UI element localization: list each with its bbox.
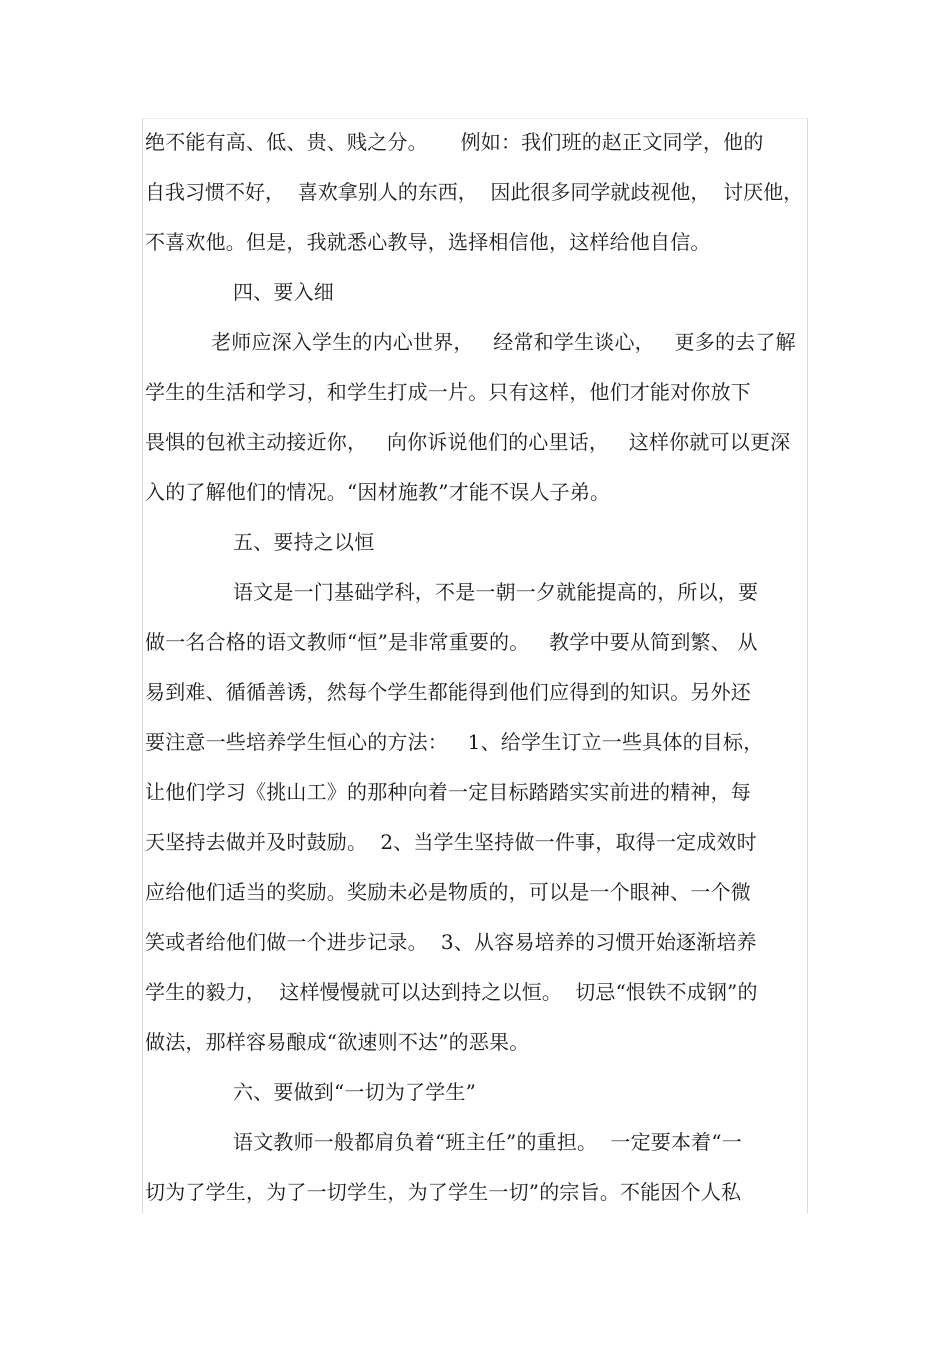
text-line: 不喜欢他。但是，我就悉心教导，选择相信他，这样给他自信。 [145, 230, 711, 254]
text-line: 天坚持去做并及时鼓励。 2、当学生坚持做一件事，取得一定成效时 [145, 830, 757, 854]
text-line: 易到难、循循善诱，然每个学生都能得到他们应得到的知识。另外还 [145, 680, 751, 704]
section-heading: 六、要做到“一切为了学生” [233, 1080, 477, 1104]
text-line: 让他们学习《挑山工》的那种向着一定目标踏踏实实前进的精神，每 [145, 780, 751, 804]
text-line: 做法，那样容易酿成“欲速则不达”的恶果。 [145, 1030, 530, 1054]
text-line: 要注意一些培养学生恒心的方法： 1、给学生订立一些具体的目标， [145, 730, 764, 754]
text-line: 应给他们适当的奖励。奖励未必是物质的，可以是一个眼神、一个微 [145, 880, 751, 904]
text-line: 畏惧的包袱主动接近你， 向你诉说他们的心里话， 这样你就可以更深 [145, 430, 791, 454]
text-line: 做一名合格的语文教师“恒”是非常重要的。 教学中要从简到繁、 从 [145, 630, 758, 654]
text-line: 切为了学生，为了一切学生，为了学生一切”的宗旨。不能因个人私 [145, 1180, 742, 1204]
text-line: 学生的生活和学习，和学生打成一片。只有这样，他们才能对你放下 [145, 380, 751, 404]
section-heading: 四、要入细 [233, 280, 334, 304]
text-line: 笑或者给他们做一个进步记录。 3、从容易培养的习惯开始逐渐培养 [145, 930, 757, 954]
section-heading: 五、要持之以恒 [233, 530, 375, 554]
text-line: 老师应深入学生的内心世界， 经常和学生谈心， 更多的去了解 [211, 330, 796, 354]
text-line: 语文教师一般都肩负着“班主任”的重担。 一定要本着“一 [233, 1130, 742, 1154]
text-line: 自我习惯不好， 喜欢拿别人的东西， 因此很多同学就歧视他， 讨厌他， [145, 180, 804, 204]
text-line: 学生的毅力， 这样慢慢就可以达到持之以恒。 切忌“恨铁不成钢”的 [145, 980, 758, 1004]
text-line: 绝不能有高、低、贵、贱之分。 例如：我们班的赵正文同学，他的 [145, 130, 764, 154]
text-line: 入的了解他们的情况。“因材施教”才能不误人子弟。 [145, 480, 611, 504]
text-line: 语文是一门基础学科，不是一朝一夕就能提高的，所以，要 [233, 580, 759, 604]
